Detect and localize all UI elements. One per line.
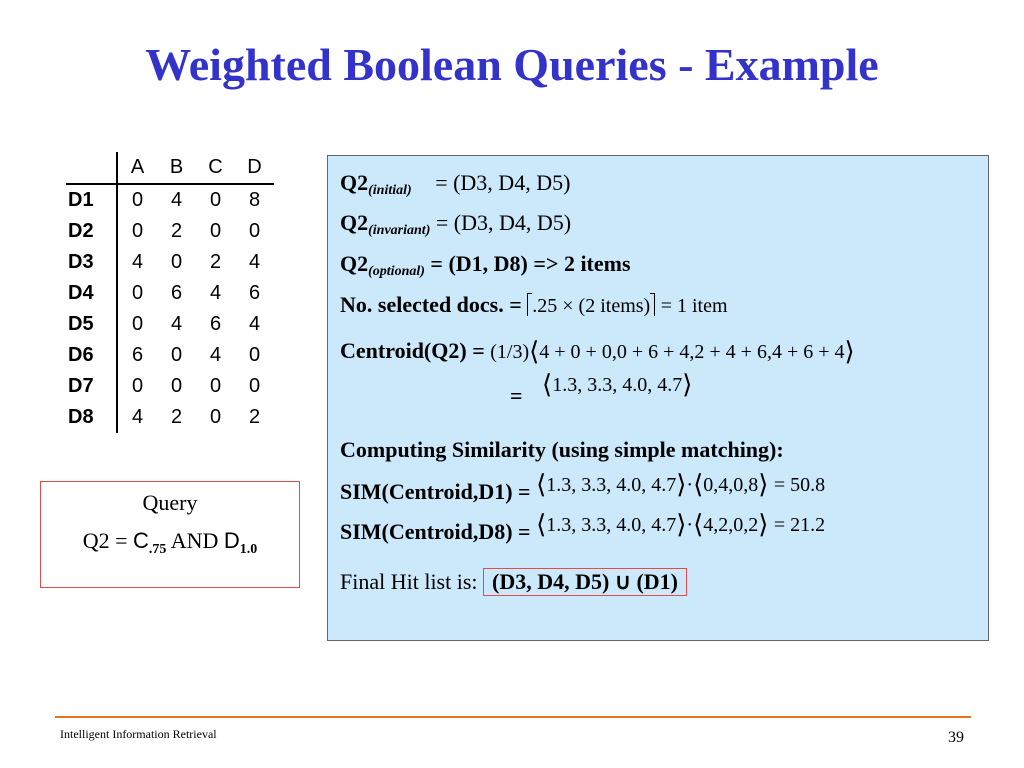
row-header: D7 (66, 371, 117, 402)
q2-initial-value: = (D3, D4, D5) (435, 170, 571, 195)
column-header: A (117, 152, 157, 184)
matrix-cell: 2 (170, 406, 183, 428)
row-header: D2 (66, 216, 117, 247)
row-header: D3 (66, 247, 117, 278)
matrix-cell: 0 (170, 375, 183, 397)
matrix-cell: 0 (131, 313, 144, 335)
row-header: D5 (66, 309, 117, 340)
sim-d1-vector1: 1.3, 3.3, 4.0, 4.7 (546, 474, 677, 496)
matrix-cell: 2 (209, 251, 222, 273)
dot-operator-icon: · (686, 474, 694, 496)
matrix-row (66, 309, 274, 340)
left-angle-icon: ⟨ (693, 470, 704, 499)
centroid-line (340, 337, 855, 367)
matrix-header-row (66, 152, 274, 184)
matrix-cell: 0 (131, 189, 144, 211)
sim-d1-result: = 50.8 (773, 474, 826, 496)
row-header: D6 (66, 340, 117, 371)
selected-docs-expr: .25 × (2 items) (532, 295, 651, 317)
matrix-cell: 0 (209, 220, 222, 242)
selected-docs-label: No. selected docs. = (340, 292, 522, 317)
footer-divider (55, 716, 971, 718)
matrix-cell: 4 (131, 406, 144, 428)
matrix-cell: 6 (131, 344, 144, 366)
matrix-cell: 2 (170, 220, 183, 242)
centroid-equals: = (510, 383, 523, 408)
matrix-cell: 0 (131, 220, 144, 242)
centroid-expr: 4 + 0 + 0,0 + 6 + 4,2 + 4 + 6,4 + 6 + 4 (539, 341, 845, 363)
matrix-body (66, 184, 274, 433)
right-angle-icon: ⟩ (844, 337, 855, 366)
matrix-cell: 0 (131, 282, 144, 304)
query-weight-c: .75 (148, 542, 167, 557)
matrix-cell: 0 (131, 375, 144, 397)
centroid-label: Centroid(Q2) = (340, 338, 485, 363)
left-angle-icon: ⟨ (693, 510, 704, 539)
column-header: D (235, 152, 274, 184)
matrix-cell: 0 (248, 375, 261, 397)
matrix-cell: 8 (248, 189, 261, 211)
q2-initial-sub: (initial) (368, 183, 412, 198)
q2-invariant-sub: (invariant) (368, 223, 431, 238)
left-angle-icon: ⟨ (536, 470, 547, 499)
matrix-cell: 0 (209, 406, 222, 428)
sim-d1-vector2: 0,4,0,8 (703, 474, 759, 496)
matrix-cell: 0 (170, 344, 183, 366)
footer-text: Intelligent Information Retrieval (60, 727, 217, 741)
matrix-row (66, 371, 274, 402)
matrix-cell: 0 (209, 189, 222, 211)
centroid-result-line (510, 370, 693, 408)
selected-docs-result: = 1 item (660, 295, 728, 317)
left-angle-icon: ⟨ (529, 337, 540, 366)
right-angle-icon: ⟩ (682, 370, 693, 399)
q2-invariant-value: = (D3, D4, D5) (435, 210, 572, 235)
matrix-cell: 0 (170, 251, 183, 273)
matrix-row (66, 340, 274, 371)
row-header: D1 (66, 184, 117, 216)
left-angle-icon: ⟨ (542, 370, 553, 399)
left-angle-icon: ⟨ (536, 510, 547, 539)
matrix-cell: 6 (209, 313, 222, 335)
query-term-c: C (133, 528, 149, 553)
matrix-cell: 4 (170, 313, 183, 335)
q2-initial-line (340, 170, 570, 199)
q2-invariant-line (340, 210, 571, 239)
matrix-row (66, 247, 274, 278)
row-header: D4 (66, 278, 117, 309)
centroid-vector: 1.3, 3.3, 4.0, 4.7 (552, 374, 683, 396)
matrix-corner (66, 152, 117, 184)
page-number: 39 (948, 729, 964, 746)
right-angle-icon: ⟩ (758, 510, 769, 539)
q2-optional-value: = (D1, D8) => 2 items (430, 251, 631, 276)
query-term-d: D (223, 528, 240, 553)
matrix-cell: 6 (170, 282, 183, 304)
query-operator: AND (166, 528, 224, 553)
right-angle-icon: ⟩ (676, 470, 687, 499)
matrix-row (66, 184, 274, 216)
centroid-factor: (1/3) (490, 341, 530, 363)
sim-d8-vector2: 4,2,0,2 (703, 514, 759, 536)
final-hit-label: Final Hit list is: (340, 569, 478, 594)
selected-docs-line (340, 292, 728, 318)
ceiling-right-icon (650, 293, 655, 316)
final-hit-line (340, 568, 687, 596)
similarity-heading: Computing Similarity (using simple matching): (340, 437, 784, 462)
matrix-cell: 4 (248, 313, 261, 335)
matrix-row (66, 278, 274, 309)
row-header: D8 (66, 402, 117, 433)
matrix-row (66, 402, 274, 433)
computation-panel (327, 155, 989, 641)
sim-d8-result: = 21.2 (773, 514, 826, 536)
term-document-matrix (66, 152, 274, 433)
query-weight-d: 1.0 (239, 542, 258, 557)
right-angle-icon: ⟩ (676, 510, 687, 539)
matrix-cell: 0 (248, 344, 261, 366)
matrix-cell: 6 (248, 282, 261, 304)
final-hit-value: (D3, D4, D5) ∪ (D1) (483, 568, 687, 596)
q2-label: Q2 (340, 210, 369, 235)
q2-label: Q2 (340, 170, 369, 195)
sim-d8-line (340, 510, 826, 544)
slide-title: Weighted Boolean Queries - Example (145, 39, 879, 90)
query-box (40, 481, 300, 588)
query-expression (41, 528, 299, 558)
matrix-cell: 4 (170, 189, 183, 211)
column-header: C (196, 152, 235, 184)
matrix-cell: 4 (248, 251, 261, 273)
sim-d1-label: SIM(Centroid,D1) = (340, 479, 531, 504)
query-prefix: Q2 = (82, 528, 134, 553)
sim-d8-label: SIM(Centroid,D8) = (340, 519, 531, 544)
q2-optional-sub: (optional) (368, 264, 425, 279)
q2-label: Q2 (340, 251, 369, 276)
matrix-cell: 4 (209, 344, 222, 366)
sim-d8-vector1: 1.3, 3.3, 4.0, 4.7 (546, 514, 677, 536)
matrix-cell: 4 (209, 282, 222, 304)
matrix-cell: 0 (209, 375, 222, 397)
dot-operator-icon: · (686, 514, 694, 536)
column-header: B (157, 152, 196, 184)
right-angle-icon: ⟩ (758, 470, 769, 499)
matrix-row (66, 216, 274, 247)
matrix-cell: 4 (131, 251, 144, 273)
q2-optional-line (340, 251, 631, 280)
query-heading: Query (142, 490, 198, 515)
sim-d1-line (340, 470, 826, 504)
matrix-cell: 2 (248, 406, 261, 428)
matrix-cell: 0 (248, 220, 261, 242)
